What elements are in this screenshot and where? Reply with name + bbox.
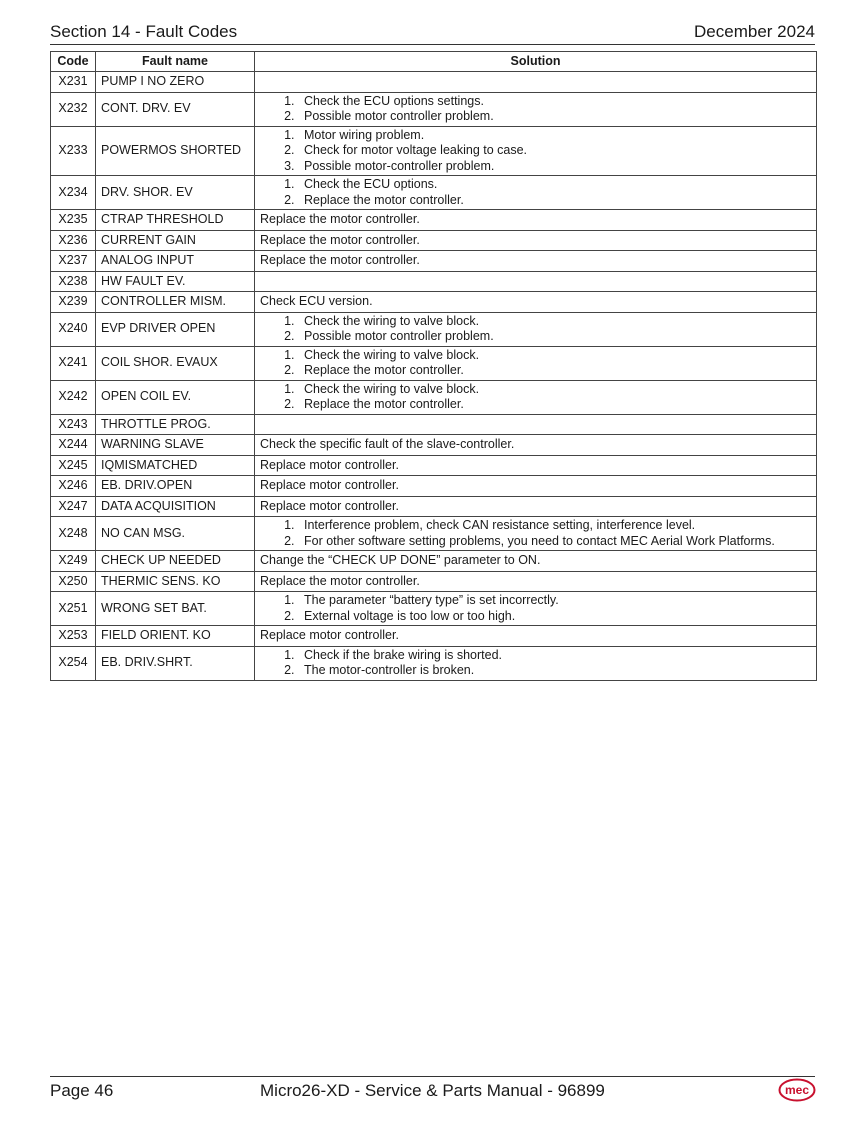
solution-steps-list: [260, 518, 811, 549]
solution-step: 1. Check the ECU options.: [298, 177, 811, 193]
fault-code-cell: X231: [51, 72, 96, 93]
fault-name-cell: CURRENT GAIN: [96, 230, 255, 251]
solution-steps-list: [260, 94, 811, 125]
fault-name-cell: EB. DRIV.SHRT.: [96, 646, 255, 680]
solution-step: 2. Replace the motor controller.: [298, 363, 811, 379]
solution-cell: Replace motor controller.: [255, 455, 817, 476]
solution-step: 1. Interference problem, check CAN resistance setting, interference level.: [298, 518, 811, 534]
solution-cell: [255, 346, 817, 380]
solution-step: 1. Check the wiring to valve block.: [298, 314, 811, 330]
solution-cell: [255, 517, 817, 551]
fault-name-cell: HW FAULT EV.: [96, 271, 255, 292]
fault-name-cell: NO CAN MSG.: [96, 517, 255, 551]
solution-steps-list: [260, 382, 811, 413]
table-row: [51, 551, 817, 572]
solution-step: 2. Possible motor controller problem.: [298, 109, 811, 125]
page-number: Page 46: [50, 1081, 114, 1100]
fault-name-cell: THROTTLE PROG.: [96, 414, 255, 435]
fault-name-cell: FIELD ORIENT. KO: [96, 626, 255, 647]
table-row: [51, 626, 817, 647]
solution-step: 1. Check if the brake wiring is shorted.: [298, 648, 811, 664]
table-row: [51, 292, 817, 313]
fault-code-cell: X232: [51, 92, 96, 126]
table-row: [51, 592, 817, 626]
solution-step: 2. External voltage is too low or too high.: [298, 609, 811, 625]
fault-code-cell: X238: [51, 271, 96, 292]
solution-cell: [255, 414, 817, 435]
solution-cell: [255, 646, 817, 680]
table-body: [51, 72, 817, 681]
solution-steps-list: [260, 593, 811, 624]
fault-name-cell: EB. DRIV.OPEN: [96, 476, 255, 497]
solution-cell: [255, 271, 817, 292]
table-row: [51, 210, 817, 231]
fault-name-cell: CTRAP THRESHOLD: [96, 210, 255, 231]
solution-steps-list: [260, 177, 811, 208]
fault-code-cell: X235: [51, 210, 96, 231]
table-row: [51, 414, 817, 435]
fault-code-cell: X250: [51, 571, 96, 592]
fault-code-cell: X253: [51, 626, 96, 647]
fault-name-cell: CHECK UP NEEDED: [96, 551, 255, 572]
fault-code-cell: X242: [51, 380, 96, 414]
fault-name-cell: IQMISMATCHED: [96, 455, 255, 476]
fault-code-cell: X248: [51, 517, 96, 551]
fault-code-cell: X243: [51, 414, 96, 435]
solution-step: 2. Check for motor voltage leaking to case.: [298, 143, 811, 159]
fault-code-cell: X236: [51, 230, 96, 251]
column-header-solution: Solution: [255, 52, 817, 72]
fault-codes-table: [50, 51, 817, 681]
table-row: [51, 517, 817, 551]
mec-logo: [778, 1078, 816, 1102]
solution-cell: Replace the motor controller.: [255, 210, 817, 231]
solution-step: 2. Replace the motor controller.: [298, 397, 811, 413]
section-title: Section 14 - Fault Codes: [50, 22, 238, 41]
fault-name-cell: ANALOG INPUT: [96, 251, 255, 272]
solution-cell: Change the “CHECK UP DONE” parameter to ON.: [255, 551, 817, 572]
solution-steps-list: [260, 314, 811, 345]
fault-name-cell: OPEN COIL EV.: [96, 380, 255, 414]
header-rule: [50, 44, 815, 45]
fault-code-cell: X233: [51, 126, 96, 176]
fault-code-cell: X234: [51, 176, 96, 210]
solution-steps-list: [260, 348, 811, 379]
solution-cell: Replace the motor controller.: [255, 230, 817, 251]
table-row: [51, 72, 817, 93]
solution-step: 1. The parameter “battery type” is set incorrectly.: [298, 593, 811, 609]
fault-name-cell: PUMP I NO ZERO: [96, 72, 255, 93]
fault-name-cell: DRV. SHOR. EV: [96, 176, 255, 210]
table-row: [51, 380, 817, 414]
table-row: [51, 646, 817, 680]
fault-name-cell: DATA ACQUISITION: [96, 496, 255, 517]
solution-step: 1. Check the ECU options settings.: [298, 94, 811, 110]
table-row: [51, 496, 817, 517]
table-row: [51, 176, 817, 210]
solution-cell: [255, 92, 817, 126]
solution-cell: [255, 592, 817, 626]
solution-cell: Replace the motor controller.: [255, 251, 817, 272]
fault-code-cell: X244: [51, 435, 96, 456]
table-row: [51, 126, 817, 176]
solution-cell: Check the specific fault of the slave-controller.: [255, 435, 817, 456]
solution-cell: Check ECU version.: [255, 292, 817, 313]
solution-step: 2. Replace the motor controller.: [298, 193, 811, 209]
fault-name-cell: CONT. DRV. EV: [96, 92, 255, 126]
solution-step: 1. Check the wiring to valve block.: [298, 382, 811, 398]
fault-code-cell: X249: [51, 551, 96, 572]
fault-code-cell: X246: [51, 476, 96, 497]
fault-name-cell: EVP DRIVER OPEN: [96, 312, 255, 346]
footer-rule: [50, 1076, 815, 1077]
table-header-row: [51, 52, 817, 72]
table-row: [51, 571, 817, 592]
solution-step: 1. Check the wiring to valve block.: [298, 348, 811, 364]
fault-name-cell: POWERMOS SHORTED: [96, 126, 255, 176]
table-row: [51, 271, 817, 292]
fault-code-cell: X240: [51, 312, 96, 346]
fault-code-cell: X237: [51, 251, 96, 272]
fault-name-cell: CONTROLLER MISM.: [96, 292, 255, 313]
fault-code-cell: X254: [51, 646, 96, 680]
fault-name-cell: THERMIC SENS. KO: [96, 571, 255, 592]
header-date: December 2024: [694, 22, 815, 41]
fault-code-cell: X251: [51, 592, 96, 626]
svg-text:mec: mec: [784, 1083, 810, 1097]
solution-cell: [255, 176, 817, 210]
solution-cell: [255, 72, 817, 93]
solution-step: 2. The motor-controller is broken.: [298, 663, 811, 679]
solution-steps-list: [260, 648, 811, 679]
fault-code-cell: X241: [51, 346, 96, 380]
solution-step: 2. Possible motor controller problem.: [298, 329, 811, 345]
table-row: [51, 455, 817, 476]
fault-code-cell: X245: [51, 455, 96, 476]
table-row: [51, 346, 817, 380]
table-row: [51, 251, 817, 272]
solution-step: 3. Possible motor-controller problem.: [298, 159, 811, 175]
fault-name-cell: WARNING SLAVE: [96, 435, 255, 456]
table-row: [51, 476, 817, 497]
fault-code-cell: X247: [51, 496, 96, 517]
table-row: [51, 230, 817, 251]
page-header: [50, 22, 815, 44]
table-row: [51, 92, 817, 126]
fault-code-cell: X239: [51, 292, 96, 313]
solution-cell: [255, 380, 817, 414]
solution-cell: [255, 126, 817, 176]
solution-cell: [255, 312, 817, 346]
solution-cell: Replace motor controller.: [255, 476, 817, 497]
solution-step: 2. For other software setting problems, you need to contact MEC Aerial Work Platforms.: [298, 534, 811, 550]
solution-cell: Replace motor controller.: [255, 496, 817, 517]
table-row: [51, 435, 817, 456]
table-row: [51, 312, 817, 346]
solution-steps-list: [260, 128, 811, 175]
manual-title: Micro26-XD - Service & Parts Manual - 96899: [260, 1081, 605, 1100]
solution-cell: Replace motor controller.: [255, 626, 817, 647]
fault-name-cell: COIL SHOR. EVAUX: [96, 346, 255, 380]
fault-name-cell: WRONG SET BAT.: [96, 592, 255, 626]
solution-step: 1. Motor wiring problem.: [298, 128, 811, 144]
solution-cell: Replace the motor controller.: [255, 571, 817, 592]
column-header-fault-name: Fault name: [96, 52, 255, 72]
column-header-code: Code: [51, 52, 96, 72]
